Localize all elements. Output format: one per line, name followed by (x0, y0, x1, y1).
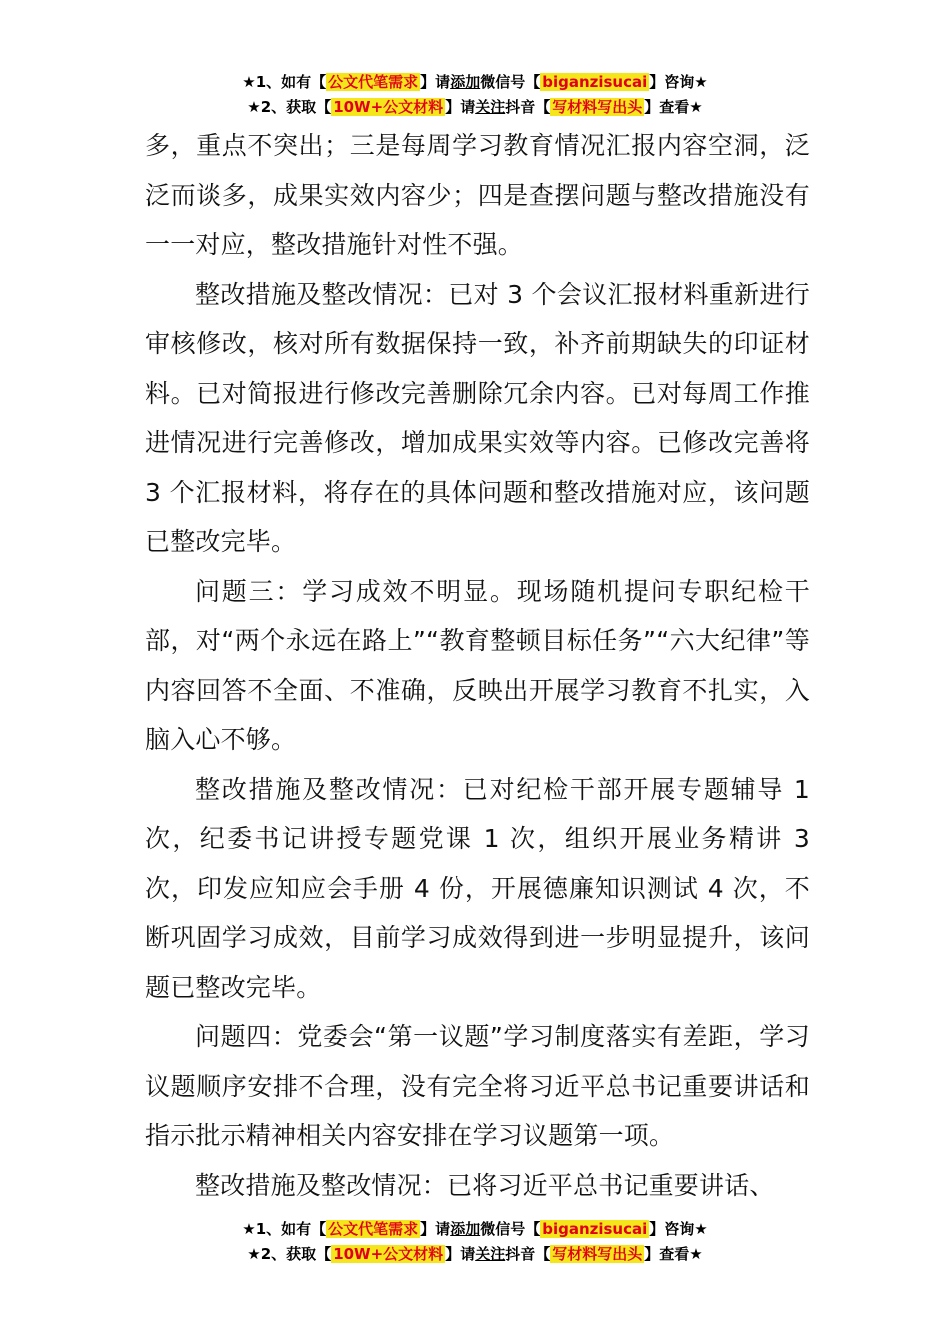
banner-highlight: biganzisucai (542, 1220, 648, 1238)
banner-text: 抖音【 (505, 1245, 551, 1263)
header-banner (0, 70, 950, 120)
banner-emphasis: 添加 (450, 73, 481, 91)
banner-text: 】咨询★ (649, 1220, 708, 1238)
paragraph: 整改措施及整改情况：已对纪检干部开展专题辅导 1 次，纪委书记讲授专题党课 1 次，组织开展业务精讲 3 次，印发应知应会手册 4 份，开展德廉知识测试 4 次，不断巩固学习成效，目前学习成效得到进一步明显提升，该问题已整改完毕。 (145, 774, 810, 1002)
banner-text: 】请 (445, 98, 476, 116)
banner-text: 】请 (445, 1245, 476, 1263)
banner-text: ★2、获取【 (247, 98, 332, 116)
banner-text: ★2、获取【 (247, 1245, 332, 1263)
banner-text: 】咨询★ (649, 73, 708, 91)
banner-line-2 (0, 1242, 950, 1267)
banner-text: 】查看★ (644, 98, 703, 116)
banner-highlight: 写材料写出头 (552, 1245, 643, 1263)
banner-text: 】查看★ (644, 1245, 703, 1263)
banner-text: 抖音【 (505, 98, 551, 116)
banner-emphasis: 关注 (475, 98, 506, 116)
banner-highlight: biganzisucai (542, 73, 648, 91)
document-body (145, 121, 810, 1210)
banner-highlight: 写材料写出头 (552, 98, 643, 116)
banner-highlight: 10W+公文材料 (333, 98, 444, 116)
banner-text: 】请 (420, 73, 451, 91)
banner-highlight: 10W+公文材料 (333, 1245, 444, 1263)
banner-emphasis: 添加 (450, 1220, 481, 1238)
paragraph: 多，重点不突出；三是每周学习教育情况汇报内容空洞，泛泛而谈多，成果实效内容少；四是查摆问题与整改措施没有一一对应，整改措施针对性不强。 (145, 131, 810, 259)
banner-text: 微信号【 (480, 1220, 541, 1238)
paragraph: 整改措施及整改情况：已对 3 个会议汇报材料重新进行审核修改，核对所有数据保持一致，补齐前期缺失的印证材料。已对简报进行修改完善删除冗余内容。已对每周工作推进情况进行完善修改，增加成果实效等内容。已修改完善将 3 个汇报材料，将存在的具体问题和整改措施对应，该问题已整改完毕。 (145, 279, 810, 556)
paragraph: 问题三：学习成效不明显。现场随机提问专职纪检干部，对“两个永远在路上”“教育整顿目标任务”“六大纪律”等内容回答不全面、不准确，反映出开展学习教育不扎实，入脑入心不够。 (145, 576, 810, 754)
banner-line-1 (0, 70, 950, 95)
banner-text: 微信号【 (480, 73, 541, 91)
banner-highlight: 公文代笔需求 (328, 73, 419, 91)
footer-banner (0, 1217, 950, 1267)
paragraph: 问题四：党委会“第一议题”学习制度落实有差距，学习议题顺序安排不合理，没有完全将习近平总书记重要讲话和指示批示精神相关内容安排在学习议题第一项。 (145, 1022, 810, 1150)
banner-line-1 (0, 1217, 950, 1242)
banner-emphasis: 关注 (475, 1245, 506, 1263)
banner-text: ★1、如有【 (242, 73, 327, 91)
banner-line-2 (0, 95, 950, 120)
banner-text: ★1、如有【 (242, 1220, 327, 1238)
banner-text: 】请 (420, 1220, 451, 1238)
banner-highlight: 公文代笔需求 (328, 1220, 419, 1238)
paragraph: 整改措施及整改情况：已将习近平总书记重要讲话、 (195, 1170, 775, 1200)
